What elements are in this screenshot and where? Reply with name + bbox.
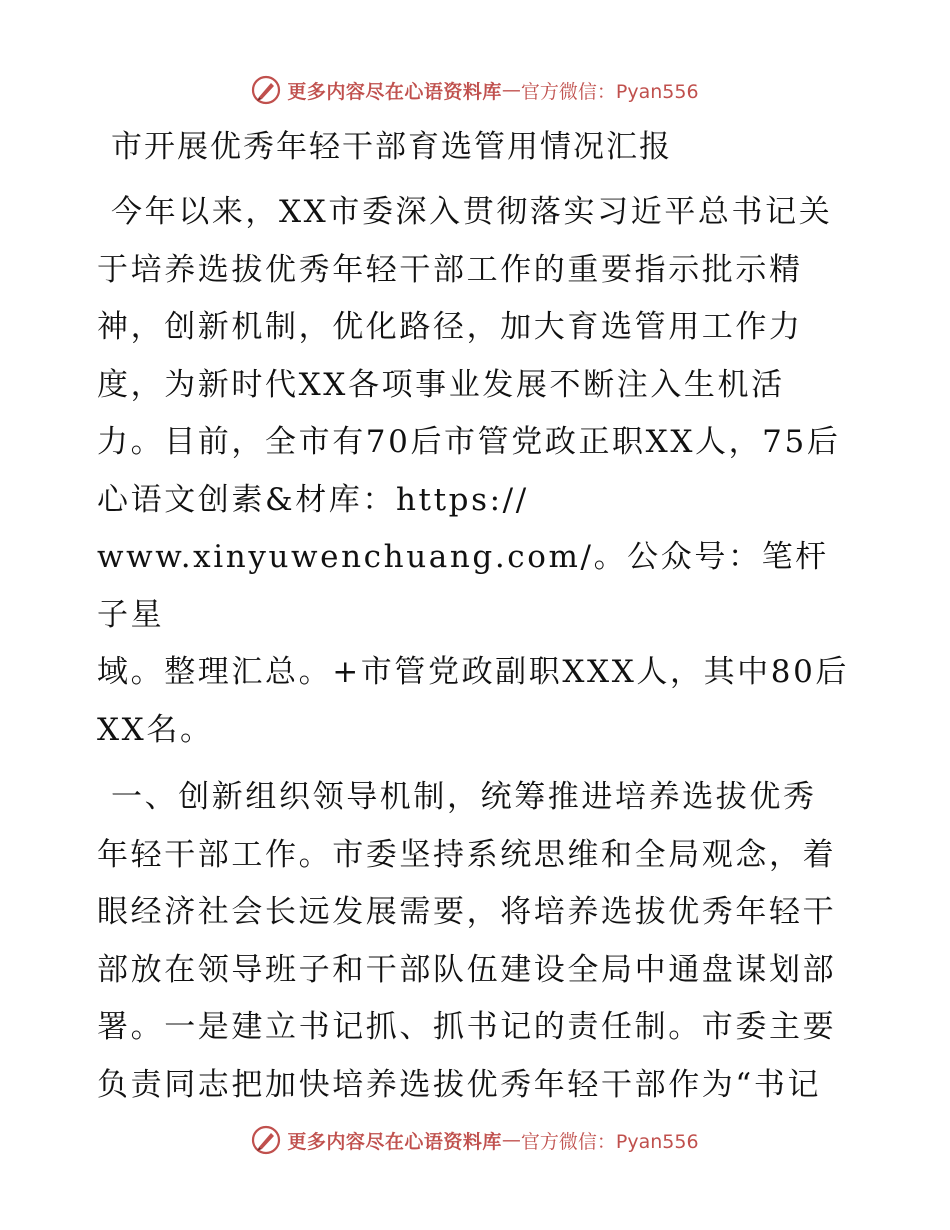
text-line: 部放在领导班子和干部队伍建设全局中通盘谋划部	[97, 951, 837, 988]
banner-separator: —	[501, 1129, 521, 1151]
text-line: 心语文创素&材库：https://	[97, 481, 529, 518]
footer-banner	[0, 1120, 950, 1160]
text-line: www.xinyuwenchuang.com/。公众号：笔杆子星	[97, 539, 829, 633]
banner-main-text: 更多内容尽在心语资料库	[287, 80, 502, 103]
text-line: 一、创新组织领导机制，统筹推进培养选拔优秀	[111, 779, 817, 815]
text-line: 署。一是建立书记抓、抓书记的责任制。市委主要	[97, 1009, 837, 1045]
text-line: 负责同志把加快培养选拔优秀年轻干部作为“书记	[97, 1066, 822, 1103]
quill-pen-icon	[251, 75, 281, 105]
text-line: 神，创新机制，优化路径，加大育选管用工作力	[97, 309, 803, 345]
text-line: 今年以来，XX市委深入贯彻落实习近平总书记关	[111, 194, 833, 230]
text-line: 年轻干部工作。市委坚持系统思维和全局观念，着	[97, 836, 837, 873]
banner-separator: —	[501, 79, 521, 101]
header-banner	[0, 70, 950, 110]
text-line: 力。目前，全市有70后市管党政正职XX人，75后	[97, 424, 841, 460]
quill-pen-icon	[251, 1125, 281, 1155]
text-line: 于培养选拔优秀年轻干部工作的重要指示批示精	[97, 251, 803, 288]
banner-wechat-label: 官方微信：Pyan556	[520, 1130, 699, 1153]
banner-wechat-label: 官方微信：Pyan556	[520, 80, 699, 103]
paragraph-intro	[97, 184, 857, 759]
banner-main-text: 更多内容尽在心语资料库	[287, 1130, 502, 1153]
text-line: 度，为新时代XX各项事业发展不断注入生机活	[97, 366, 785, 403]
text-line: XX名。	[97, 711, 214, 748]
paragraph-section-one	[97, 769, 857, 1114]
document-body	[97, 120, 857, 1114]
document-title: 市开展优秀年轻干部育选管用情况汇报	[111, 129, 672, 165]
text-line: 域。整理汇总。+市管党政副职XXX人，其中80后	[97, 654, 850, 690]
text-line: 眼经济社会长远发展需要，将培养选拔优秀年轻干	[97, 894, 837, 930]
